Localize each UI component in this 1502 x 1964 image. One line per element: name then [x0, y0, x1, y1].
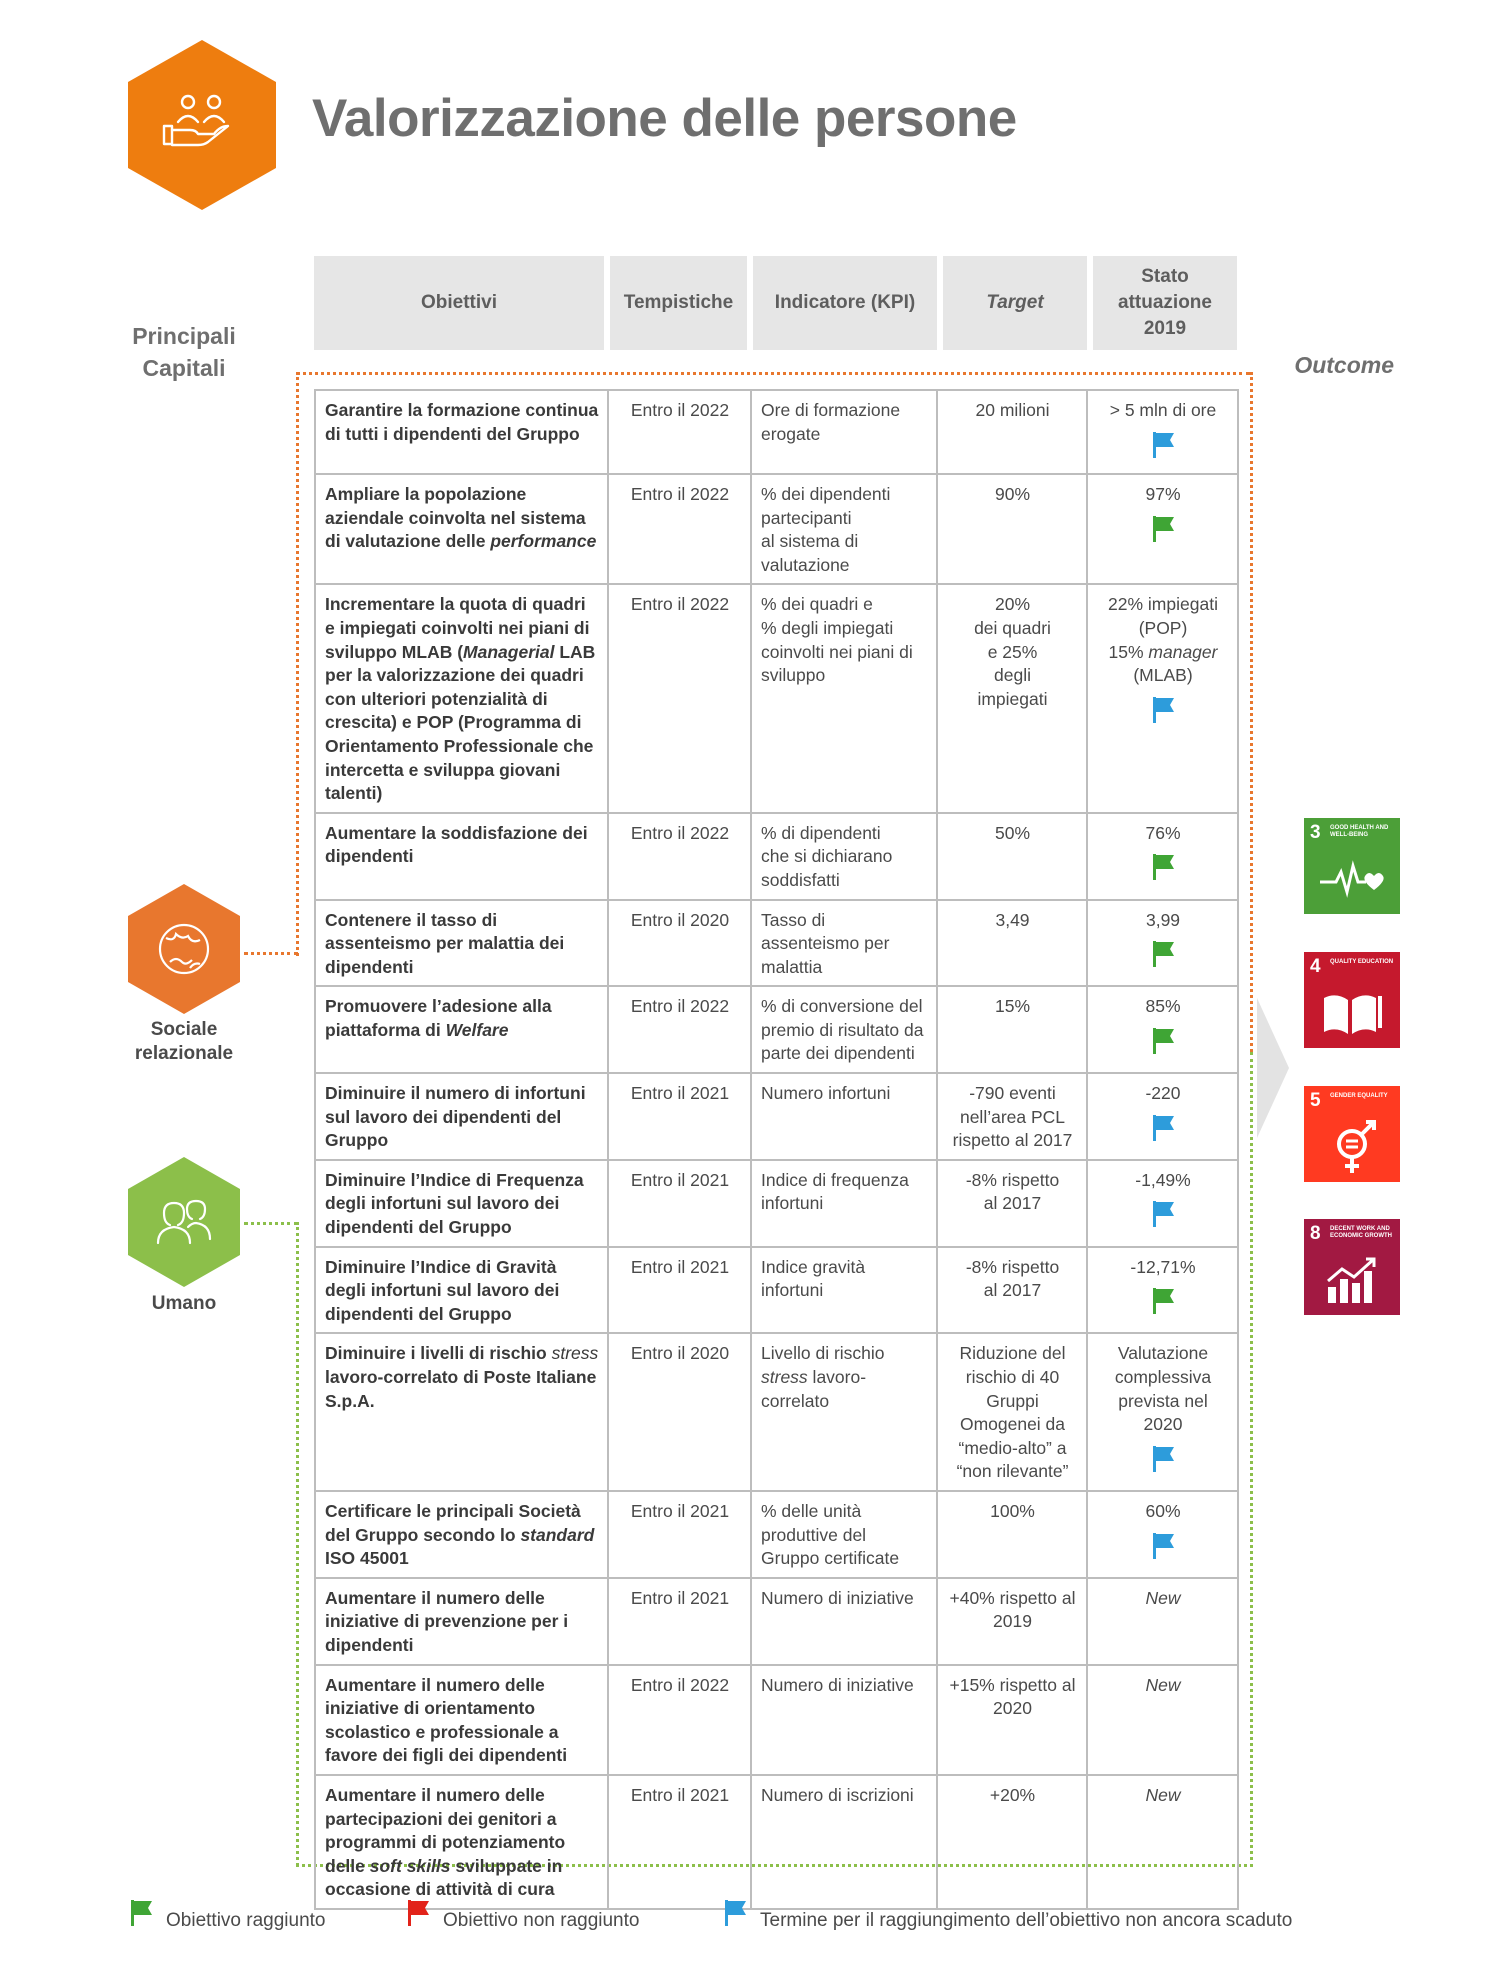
blue-flag-icon [1150, 1445, 1176, 1473]
heartbeat-icon [1318, 860, 1388, 900]
target-cell: 20 milioni [937, 390, 1087, 474]
status-text: 97% [1145, 484, 1181, 504]
kpi-cell: Livello di rischio stress lavoro- correlato [751, 1333, 937, 1491]
status-cell [1087, 1665, 1238, 1775]
status-cell [1087, 1333, 1238, 1491]
blue-flag-icon [722, 1898, 748, 1928]
kpi-cell: Indice gravità infortuni [751, 1247, 937, 1334]
status-cell [1087, 1073, 1238, 1160]
status-cell [1087, 1491, 1238, 1578]
timing-cell: Entro il 2022 [608, 584, 751, 812]
objective-cell: Aumentare il numero delle partecipazioni dei genitori a programmi di potenziamento delle soft skills sviluppate in occasione di attività di cura [315, 1775, 608, 1909]
blue-flag-icon [1150, 1532, 1176, 1560]
timing-cell: Entro il 2021 [608, 1073, 751, 1160]
green-flag-icon [1150, 853, 1176, 881]
target-cell: +40% rispetto al 2019 [937, 1578, 1087, 1665]
principal-capitals-heading-text: Principali Capitali [132, 323, 236, 381]
header-status-text: Stato attuazione 2019 [1118, 266, 1212, 339]
kpi-cell: Numero di iniziative [751, 1665, 937, 1775]
header-status [1093, 256, 1237, 350]
timing-cell: Entro il 2022 [608, 813, 751, 900]
objective-cell: Promuovere l’adesione alla piattaforma di Welfare [315, 986, 608, 1073]
status-cell [1087, 900, 1238, 987]
header-target-text: Target [986, 292, 1044, 313]
table-row [315, 1333, 1238, 1491]
target-cell: 20% dei quadri e 25% degli impiegati [937, 584, 1087, 812]
objective-cell: Certificare le principali Società del Gruppo secondo lo standard ISO 45001 [315, 1491, 608, 1578]
header-kpi-text: Indicatore (KPI) [774, 292, 916, 313]
target-cell: 3,49 [937, 900, 1087, 987]
capital-label-social: Sociale relazionale [134, 1019, 234, 1064]
sdg-3-tile [1304, 818, 1400, 914]
status-cell [1087, 1578, 1238, 1665]
status-cell [1087, 1247, 1238, 1334]
status-text: -12,71% [1130, 1256, 1196, 1277]
legend-achieved-label: Obiettivo raggiunto [166, 1910, 326, 1931]
kpi-cell: % di conversione del premio di risultato da parte dei dipendenti [751, 986, 937, 1073]
sdg-8-tile [1304, 1219, 1400, 1315]
table-row [315, 474, 1238, 584]
table-row [315, 1775, 1238, 1909]
header-timing-text: Tempistiche [623, 292, 734, 313]
table-row [315, 986, 1238, 1073]
objective-cell: Aumentare il numero delle iniziative di orientamento scolastico e professionale a favore dei figli dei dipendenti [315, 1665, 608, 1775]
sdg-number: 4 [1310, 956, 1321, 977]
target-cell: +20% [937, 1775, 1087, 1909]
timing-cell: Entro il 2020 [608, 900, 751, 987]
blue-flag-icon [1150, 1114, 1176, 1142]
status-text: New [1145, 1587, 1181, 1608]
kpi-cell: Indice di frequenza infortuni [751, 1160, 937, 1247]
social-capital-frame-top [296, 372, 1250, 375]
blue-flag-icon [1150, 431, 1176, 459]
sdg-number: 5 [1310, 1090, 1321, 1111]
header-timing [610, 256, 747, 350]
social-capital-hexagon [126, 882, 242, 1016]
timing-cell: Entro il 2022 [608, 986, 751, 1073]
timing-cell: Entro il 2021 [608, 1578, 751, 1665]
sdg-label: GENDER EQUALITY [1330, 1093, 1388, 1099]
objective-cell: Incrementare la quota di quadri e impiegati coinvolti nei piani di sviluppo MLAB (Managerial LAB per la valorizzazione dei quadri con ulteriori potenzialità di crescita) e POP (Programma di Orientamento Professionale che intercetta e sviluppa giovani talenti) [315, 584, 608, 812]
objective-cell: Aumentare il numero delle iniziative di prevenzione per i dipendenti [315, 1578, 608, 1665]
status-text: Valutazione complessiva prevista nel 2020 [1114, 1343, 1212, 1435]
human-capital-frame-left [296, 1222, 299, 1866]
status-cell [1087, 474, 1238, 584]
target-cell: Riduzione del rischio di 40 Gruppi Omogenei da “medio-alto” a “non rilevante” [937, 1333, 1087, 1491]
status-text: 76% [1145, 822, 1181, 843]
page-title: Valorizzazione delle persone [312, 89, 1017, 148]
table-row [315, 1160, 1238, 1247]
timing-cell: Entro il 2020 [608, 1333, 751, 1491]
outcome-label: Outcome [1294, 352, 1394, 378]
table-row [315, 1073, 1238, 1160]
objective-cell: Aumentare la soddisfazione dei dipendenti [315, 813, 608, 900]
timing-cell: Entro il 2021 [608, 1775, 751, 1909]
kpi-cell: Numero di iscrizioni [751, 1775, 937, 1909]
sdg-label: GOOD HEALTH AND WELL-BEING [1330, 825, 1389, 838]
status-cell: 22% impiegati (POP) 15% manager (MLAB) [1087, 584, 1238, 812]
header-kpi [753, 256, 937, 350]
status-cell [1087, 813, 1238, 900]
status-text: -1,49% [1135, 1169, 1191, 1190]
timing-cell: Entro il 2021 [608, 1247, 751, 1334]
book-icon [1322, 992, 1384, 1038]
target-cell: 15% [937, 986, 1087, 1073]
kpi-cell: Tasso di assenteismo per malattia [751, 900, 937, 987]
table-row [315, 900, 1238, 987]
kpi-cell: Numero infortuni [751, 1073, 937, 1160]
objective-cell: Ampliare la popolazione aziendale coinvolta nel sistema di valutazione delle performance [315, 474, 608, 584]
target-cell: -8% rispetto al 2017 [937, 1160, 1087, 1247]
timing-cell: Entro il 2021 [608, 1491, 751, 1578]
status-text: New [1145, 1674, 1181, 1695]
human-capital-hexagon [126, 1155, 242, 1289]
sdg-label: DECENT WORK AND ECONOMIC GROWTH [1330, 1226, 1392, 1239]
objective-cell: Contenere il tasso di assenteismo per malattia dei dipendenti [315, 900, 608, 987]
capital-header-hexagon [126, 38, 278, 212]
blue-flag-icon [1150, 1200, 1176, 1228]
red-flag-icon [405, 1898, 431, 1928]
kpi-cell: % dei quadri e % degli impiegati coinvolti nei piani di sviluppo [751, 584, 937, 812]
target-cell: +15% rispetto al 2020 [937, 1665, 1087, 1775]
kpi-cell: % dei dipendenti partecipanti al sistema di valutazione [751, 474, 937, 584]
social-capital-frame-left [296, 372, 299, 956]
green-flag-icon [1150, 515, 1176, 543]
objective-cell: Garantire la formazione continua di tutti i dipendenti del Gruppo [315, 390, 608, 474]
target-cell: 90% [937, 474, 1087, 584]
green-flag-icon [1150, 1287, 1176, 1315]
kpi-cell: % delle unità produttive del Gruppo certificate [751, 1491, 937, 1578]
table-row [315, 390, 1238, 474]
status-text: 60% [1145, 1500, 1181, 1521]
table-row [315, 813, 1238, 900]
legend-not-expired-label: Termine per il raggiungimento dell’obiettivo non ancora scaduto [760, 1910, 1293, 1931]
timing-cell: Entro il 2022 [608, 1665, 751, 1775]
objective-cell: Diminuire l’Indice di Frequenza degli infortuni sul lavoro dei dipendenti del Gruppo [315, 1160, 608, 1247]
objective-cell: Diminuire il numero di infortuni sul lavoro dei dipendenti del Gruppo [315, 1073, 608, 1160]
kpi-cell: % di dipendenti che si dichiarano soddisfatti [751, 813, 937, 900]
status-cell [1087, 1775, 1238, 1909]
kpi-cell: Numero di iniziative [751, 1578, 937, 1665]
gender-icon [1330, 1118, 1380, 1178]
sdg-5-tile [1304, 1086, 1400, 1182]
legend-not-achieved-label: Obiettivo non raggiunto [443, 1910, 640, 1931]
table-row [315, 1665, 1238, 1775]
status-cell [1087, 390, 1238, 474]
outcome-arrow [1257, 998, 1291, 1138]
sdg-number: 8 [1310, 1223, 1321, 1244]
capital-label-human: Umano [151, 1293, 217, 1314]
table-row [315, 1491, 1238, 1578]
header-objectives-text: Obiettivi [420, 292, 497, 313]
status-cell [1087, 986, 1238, 1073]
green-flag-icon [1150, 940, 1176, 968]
principal-capitals-heading [106, 320, 262, 384]
blue-flag-icon [1150, 696, 1176, 724]
target-cell: -790 eventi nell’area PCL rispetto al 2017 [937, 1073, 1087, 1160]
status-text: 3,99 [1145, 909, 1181, 930]
status-cell [1087, 1160, 1238, 1247]
growth-chart-icon [1324, 1255, 1382, 1305]
human-capital-frame-right [1250, 1052, 1253, 1867]
target-cell: 50% [937, 813, 1087, 900]
sdg-label: QUALITY EDUCATION [1330, 959, 1394, 965]
timing-cell: Entro il 2021 [608, 1160, 751, 1247]
sdg-number: 3 [1310, 822, 1321, 843]
status-text: > 5 mln di ore [1109, 400, 1217, 420]
human-capital-connector [244, 1222, 298, 1225]
objectives-table [314, 389, 1239, 1910]
objective-cell: Diminuire i livelli di rischio stress lavoro-correlato di Poste Italiane S.p.A. [315, 1333, 608, 1491]
green-flag-icon [1150, 1027, 1176, 1055]
header-objectives [314, 256, 604, 350]
timing-cell: Entro il 2022 [608, 390, 751, 474]
social-capital-connector [244, 952, 298, 955]
table-row [315, 1578, 1238, 1665]
table-row [315, 1247, 1238, 1334]
table-row [315, 584, 1238, 812]
objective-cell: Diminuire l’Indice di Gravità degli infortuni sul lavoro dei dipendenti del Gruppo [315, 1247, 608, 1334]
header-target [943, 256, 1087, 350]
target-cell: 100% [937, 1491, 1087, 1578]
status-text: -220 [1145, 1083, 1181, 1104]
sdg-4-tile [1304, 952, 1400, 1048]
timing-cell: Entro il 2022 [608, 474, 751, 584]
target-cell: -8% rispetto al 2017 [937, 1247, 1087, 1334]
status-text: New [1145, 1784, 1181, 1805]
green-flag-icon [128, 1898, 154, 1928]
status-text: 85% [1145, 996, 1181, 1017]
kpi-cell: Ore di formazione erogate [751, 390, 937, 474]
social-capital-frame-right [1250, 372, 1253, 1052]
